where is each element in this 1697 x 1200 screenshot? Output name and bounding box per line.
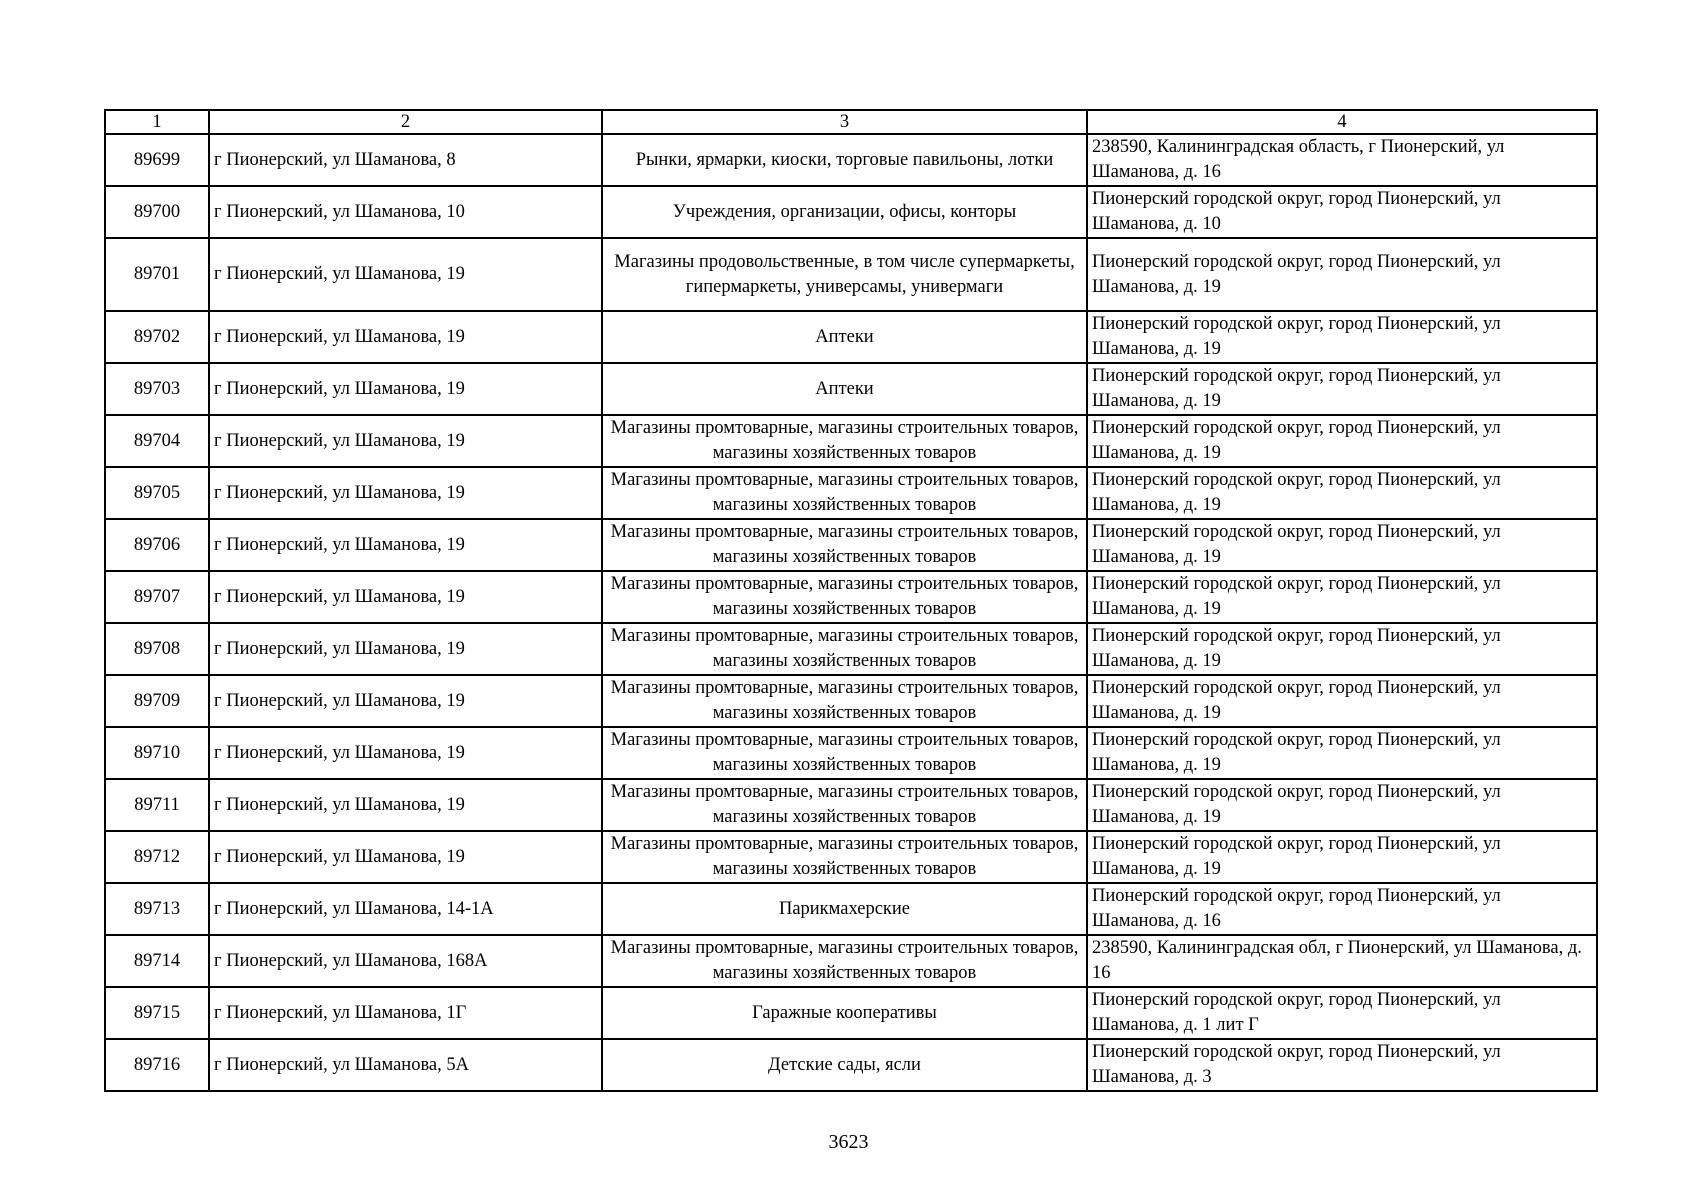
table-row — [105, 987, 1597, 1039]
object-type-cell: Магазины промтоварные, магазины строительных товаров, магазины хозяйственных товаров — [602, 727, 1087, 779]
row-number-cell: 89707 — [105, 571, 209, 623]
table-row — [105, 311, 1597, 363]
table-row — [105, 238, 1597, 311]
table-row — [105, 779, 1597, 831]
address-cell: г Пионерский, ул Шаманова, 14-1А — [209, 883, 602, 935]
address-cell: г Пионерский, ул Шаманова, 5А — [209, 1039, 602, 1091]
address-cell: г Пионерский, ул Шаманова, 19 — [209, 831, 602, 883]
object-type-cell: Аптеки — [602, 311, 1087, 363]
table-row — [105, 1039, 1597, 1091]
location-cell: Пионерский городской округ, город Пионерский, ул Шаманова, д. 19 — [1087, 571, 1597, 623]
row-number-cell: 89715 — [105, 987, 209, 1039]
page-number: 3623 — [828, 1131, 869, 1153]
location-cell: Пионерский городской округ, город Пионерский, ул Шаманова, д. 19 — [1087, 727, 1597, 779]
address-cell: г Пионерский, ул Шаманова, 10 — [209, 186, 602, 238]
object-type-cell: Учреждения, организации, офисы, конторы — [602, 186, 1087, 238]
address-cell: г Пионерский, ул Шаманова, 19 — [209, 311, 602, 363]
object-type-cell: Детские сады, ясли — [602, 1039, 1087, 1091]
address-cell: г Пионерский, ул Шаманова, 168А — [209, 935, 602, 987]
row-number-cell: 89712 — [105, 831, 209, 883]
location-cell: Пионерский городской округ, город Пионерский, ул Шаманова, д. 10 — [1087, 186, 1597, 238]
address-cell: г Пионерский, ул Шаманова, 19 — [209, 727, 602, 779]
registry-table — [104, 109, 1598, 1092]
row-number-cell: 89709 — [105, 675, 209, 727]
object-type-cell: Магазины промтоварные, магазины строительных товаров, магазины хозяйственных товаров — [602, 675, 1087, 727]
table-row — [105, 623, 1597, 675]
address-cell: г Пионерский, ул Шаманова, 19 — [209, 623, 602, 675]
location-cell: Пионерский городской округ, город Пионерский, ул Шаманова, д. 19 — [1087, 675, 1597, 727]
row-number-cell: 89714 — [105, 935, 209, 987]
address-cell: г Пионерский, ул Шаманова, 1Г — [209, 987, 602, 1039]
location-cell: Пионерский городской округ, город Пионерский, ул Шаманова, д. 19 — [1087, 238, 1597, 311]
object-type-cell: Магазины промтоварные, магазины строительных товаров, магазины хозяйственных товаров — [602, 935, 1087, 987]
object-type-cell: Магазины промтоварные, магазины строительных товаров, магазины хозяйственных товаров — [602, 519, 1087, 571]
column-number-row — [105, 110, 1597, 134]
address-cell: г Пионерский, ул Шаманова, 19 — [209, 519, 602, 571]
address-cell: г Пионерский, ул Шаманова, 19 — [209, 779, 602, 831]
location-cell: Пионерский городской округ, город Пионерский, ул Шаманова, д. 19 — [1087, 519, 1597, 571]
location-cell: Пионерский городской округ, город Пионерский, ул Шаманова, д. 19 — [1087, 311, 1597, 363]
object-type-cell: Гаражные кооперативы — [602, 987, 1087, 1039]
object-type-cell: Магазины промтоварные, магазины строительных товаров, магазины хозяйственных товаров — [602, 467, 1087, 519]
table-row — [105, 571, 1597, 623]
object-type-cell: Магазины промтоварные, магазины строительных товаров, магазины хозяйственных товаров — [602, 571, 1087, 623]
location-cell: Пионерский городской округ, город Пионерский, ул Шаманова, д. 19 — [1087, 415, 1597, 467]
row-number-cell: 89710 — [105, 727, 209, 779]
location-cell: Пионерский городской округ, город Пионерский, ул Шаманова, д. 3 — [1087, 1039, 1597, 1091]
row-number-cell: 89713 — [105, 883, 209, 935]
location-cell: 238590, Калининградская область, г Пионерский, ул Шаманова, д. 16 — [1087, 134, 1597, 186]
table-row — [105, 415, 1597, 467]
table-body — [105, 110, 1597, 1091]
row-number-cell: 89703 — [105, 363, 209, 415]
column-number-2: 2 — [209, 110, 602, 134]
table-row — [105, 883, 1597, 935]
row-number-cell: 89706 — [105, 519, 209, 571]
row-number-cell: 89716 — [105, 1039, 209, 1091]
column-number-4: 4 — [1087, 110, 1597, 134]
address-cell: г Пионерский, ул Шаманова, 19 — [209, 238, 602, 311]
table-row — [105, 134, 1597, 186]
address-cell: г Пионерский, ул Шаманова, 19 — [209, 675, 602, 727]
column-number-3: 3 — [602, 110, 1087, 134]
location-cell: Пионерский городской округ, город Пионерский, ул Шаманова, д. 19 — [1087, 467, 1597, 519]
row-number-cell: 89699 — [105, 134, 209, 186]
address-cell: г Пионерский, ул Шаманова, 19 — [209, 415, 602, 467]
table-row — [105, 727, 1597, 779]
table-row — [105, 519, 1597, 571]
object-type-cell: Парикмахерские — [602, 883, 1087, 935]
row-number-cell: 89701 — [105, 238, 209, 311]
table-row — [105, 831, 1597, 883]
location-cell: Пионерский городской округ, город Пионерский, ул Шаманова, д. 19 — [1087, 779, 1597, 831]
object-type-cell: Магазины продовольственные, в том числе супермаркеты, гипермаркеты, универсамы, универмаги — [602, 238, 1087, 311]
location-cell: Пионерский городской округ, город Пионерский, ул Шаманова, д. 19 — [1087, 363, 1597, 415]
object-type-cell: Магазины промтоварные, магазины строительных товаров, магазины хозяйственных товаров — [602, 415, 1087, 467]
location-cell: Пионерский городской округ, город Пионерский, ул Шаманова, д. 19 — [1087, 831, 1597, 883]
row-number-cell: 89700 — [105, 186, 209, 238]
table-row — [105, 675, 1597, 727]
table-row — [105, 363, 1597, 415]
row-number-cell: 89708 — [105, 623, 209, 675]
location-cell: Пионерский городской округ, город Пионерский, ул Шаманова, д. 1 лит Г — [1087, 987, 1597, 1039]
object-type-cell: Магазины промтоварные, магазины строительных товаров, магазины хозяйственных товаров — [602, 831, 1087, 883]
location-cell: Пионерский городской округ, город Пионерский, ул Шаманова, д. 16 — [1087, 883, 1597, 935]
object-type-cell: Аптеки — [602, 363, 1087, 415]
object-type-cell: Магазины промтоварные, магазины строительных товаров, магазины хозяйственных товаров — [602, 779, 1087, 831]
table-row — [105, 935, 1597, 987]
table-row — [105, 467, 1597, 519]
row-number-cell: 89711 — [105, 779, 209, 831]
row-number-cell: 89705 — [105, 467, 209, 519]
location-cell: Пионерский городской округ, город Пионерский, ул Шаманова, д. 19 — [1087, 623, 1597, 675]
row-number-cell: 89702 — [105, 311, 209, 363]
object-type-cell: Рынки, ярмарки, киоски, торговые павильоны, лотки — [602, 134, 1087, 186]
address-cell: г Пионерский, ул Шаманова, 19 — [209, 467, 602, 519]
address-cell: г Пионерский, ул Шаманова, 19 — [209, 363, 602, 415]
column-number-1: 1 — [105, 110, 209, 134]
table-row — [105, 186, 1597, 238]
address-cell: г Пионерский, ул Шаманова, 19 — [209, 571, 602, 623]
address-cell: г Пионерский, ул Шаманова, 8 — [209, 134, 602, 186]
object-type-cell: Магазины промтоварные, магазины строительных товаров, магазины хозяйственных товаров — [602, 623, 1087, 675]
row-number-cell: 89704 — [105, 415, 209, 467]
location-cell: 238590, Калининградская обл, г Пионерский, ул Шаманова, д. 16 — [1087, 935, 1597, 987]
